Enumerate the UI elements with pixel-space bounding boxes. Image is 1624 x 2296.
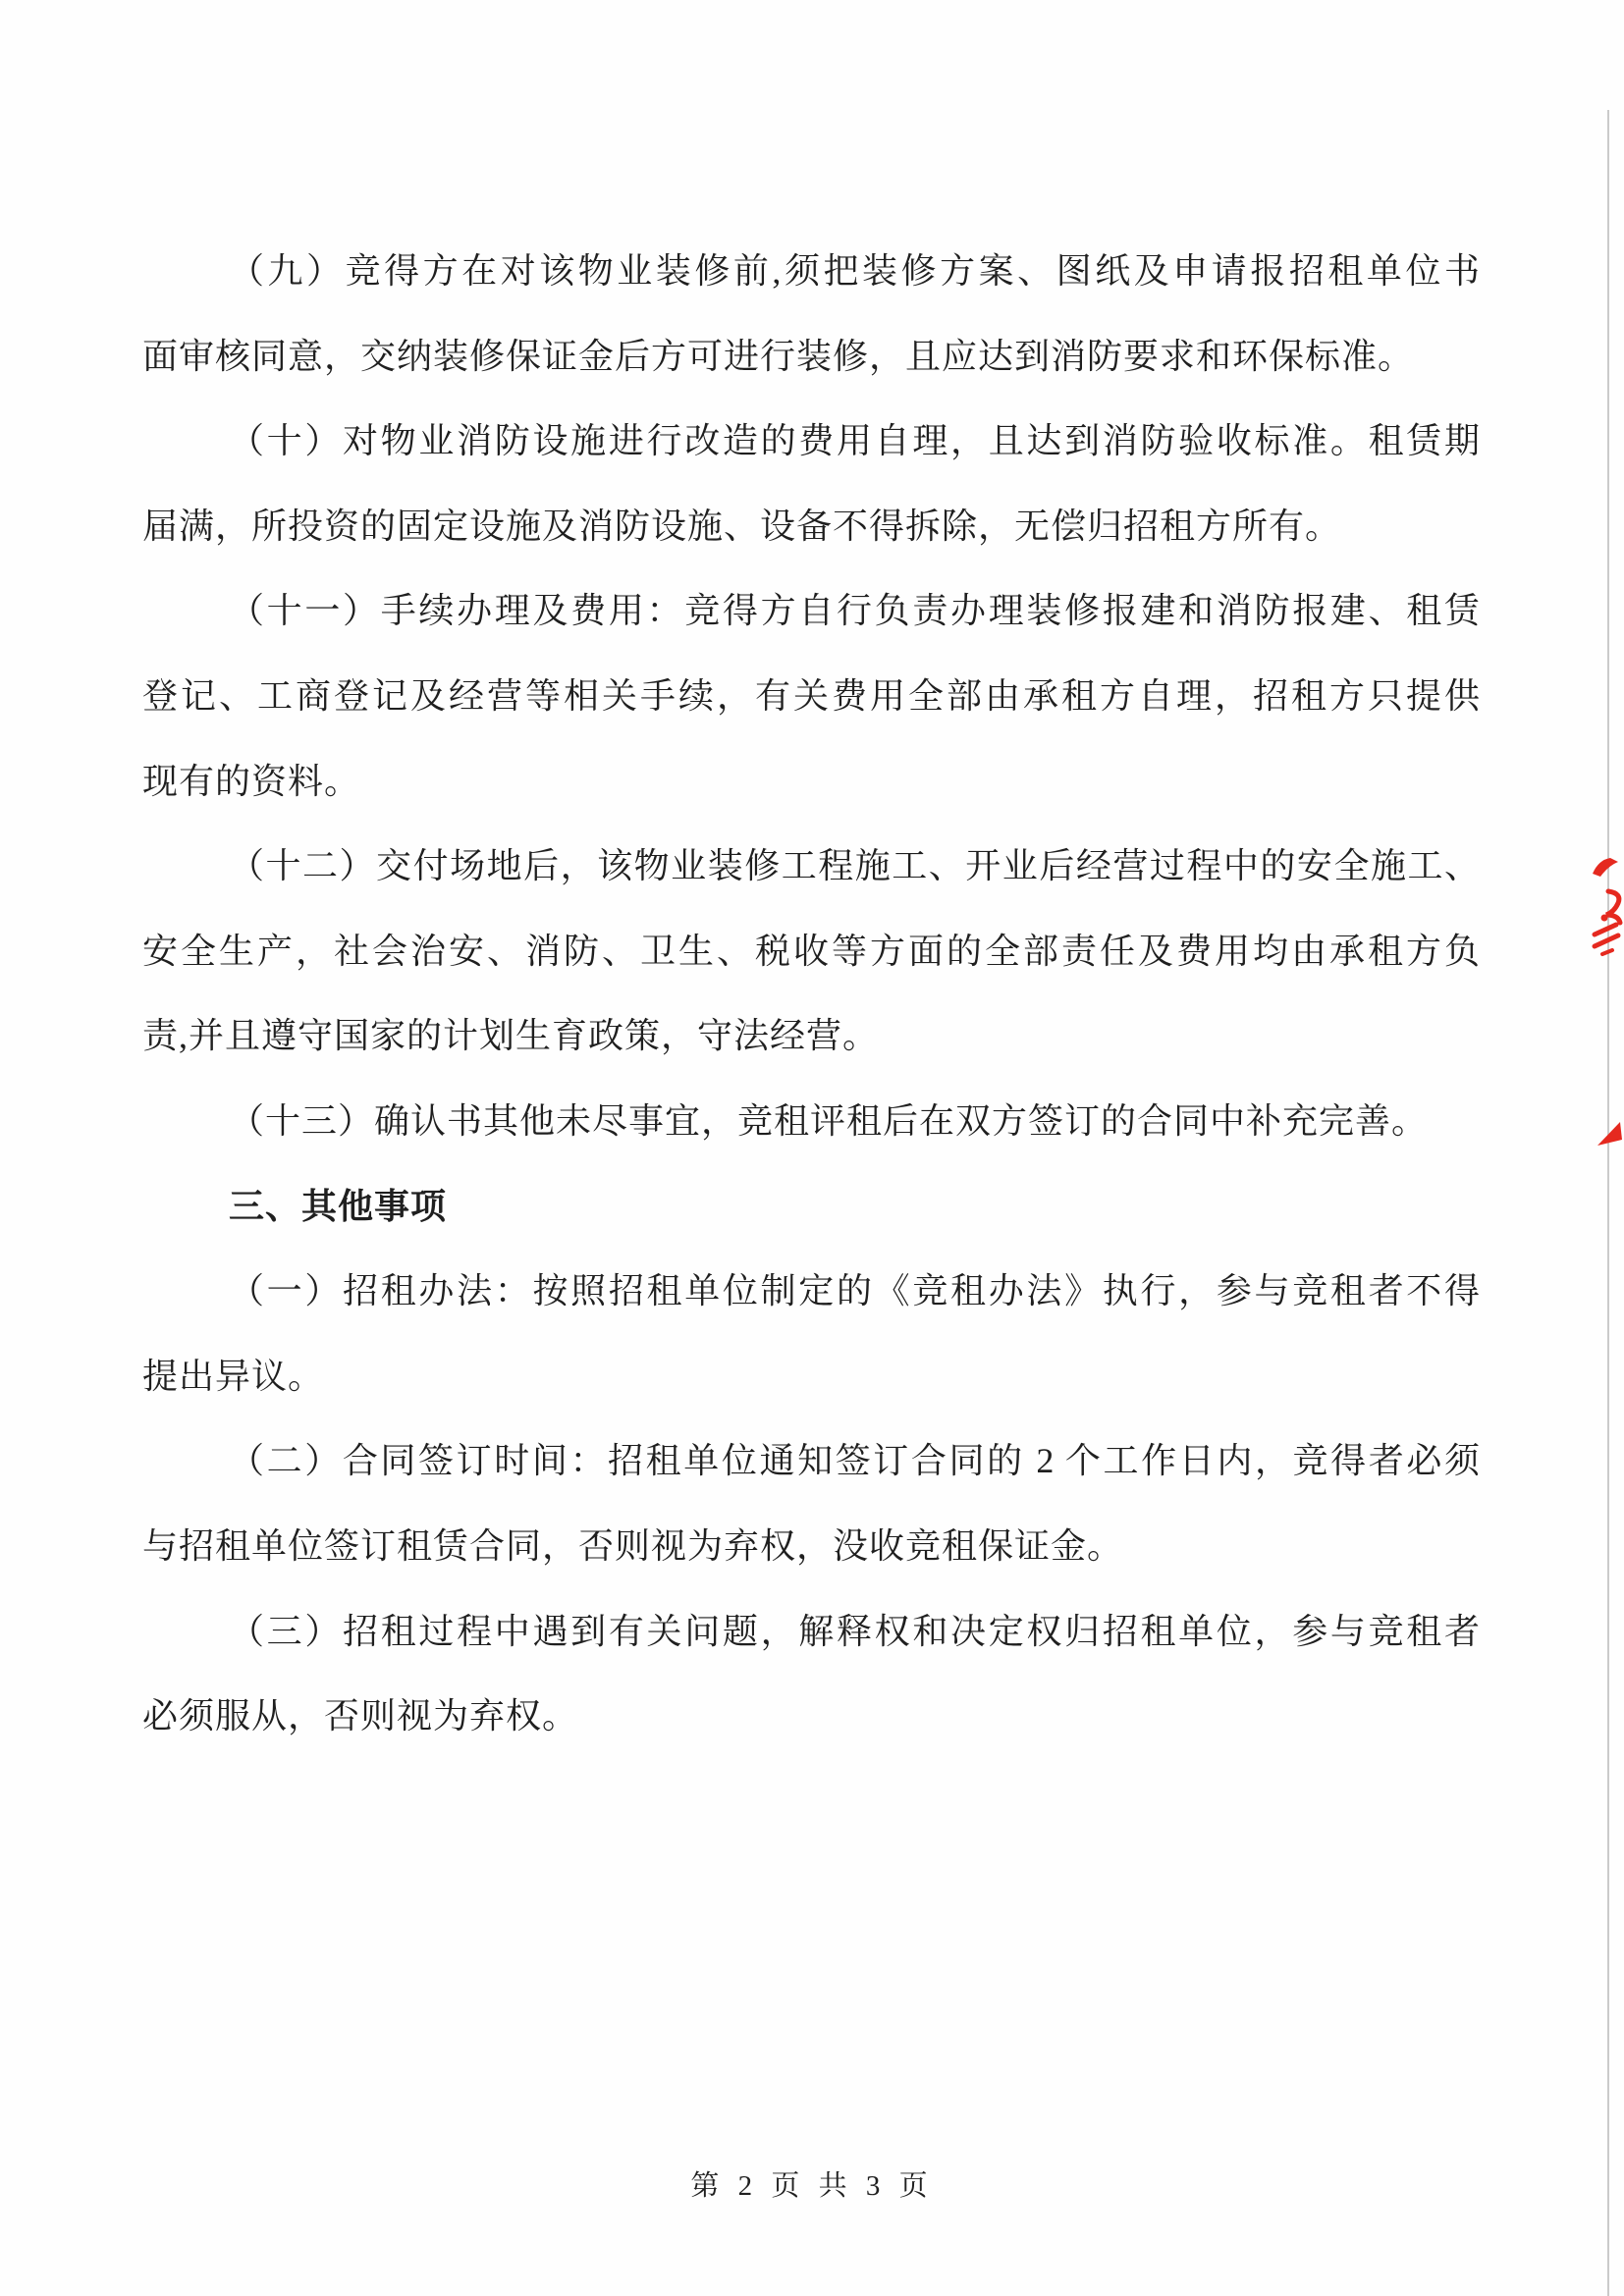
text-line: 责,并且遵守国家的计划生育政策，守法经营。 [142, 1016, 880, 1056]
stamp-fragment-squiggle-2 [1606, 891, 1620, 923]
text-line: 与招租单位签订租赁合同，否则视为弃权，没收竞租保证金。 [142, 1525, 1124, 1566]
text-line: 必须服从，否则视为弃权。 [142, 1696, 579, 1736]
text-line: （十一）手续办理及费用：竞得方自行负责办理装修报建和消防报建、租赁 [229, 591, 1480, 631]
stamp-fragment-triangle [1597, 1122, 1622, 1146]
text-line: （十）对物业消防设施进行改造的费用自理，且达到消防验收标准。租赁期 [229, 421, 1480, 461]
red-stamp-fragment [1565, 844, 1624, 1158]
text-line: （三）招租过程中遇到有关问题，解释权和决定权归招租单位，参与竞租者 [229, 1611, 1480, 1651]
text-content [142, 229, 1480, 1759]
section-heading: 三、其他事项 [229, 1186, 448, 1226]
scan-page-edge-line [1607, 110, 1609, 2296]
text-line: （一）招租办法：按照招租单位制定的《竞租办法》执行，参与竞租者不得 [229, 1271, 1480, 1311]
text-line: 提出异议。 [142, 1356, 325, 1396]
stamp-fragment-squiggle-1 [1593, 858, 1618, 877]
stamp-fragment-squiggle-3 [1595, 925, 1618, 954]
text-line: （十三）确认书其他未尽事宜，竞租评租后在双方签订的合同中补充完善。 [229, 1100, 1429, 1141]
page-number: 第 2 页 共 3 页 [690, 2170, 934, 2202]
text-line: 现有的资料。 [142, 761, 361, 801]
stamp-fragment-dot [1601, 915, 1608, 922]
text-line: （十二）交付场地后，该物业装修工程施工、开业后经营过程中的安全施工、 [229, 846, 1480, 886]
text-line: 安全生产，社会治安、消防、卫生、税收等方面的全部责任及费用均由承租方负 [142, 931, 1480, 971]
text-line: （二）合同签订时间：招租单位通知签订合同的 2 个工作日内，竞得者必须 [229, 1441, 1480, 1481]
text-line: （九）竞得方在对该物业装修前,须把装修方案、图纸及申请报招租单位书 [229, 251, 1480, 291]
text-line: 面审核同意，交纳装修保证金后方可进行装修，且应达到消防要求和环保标准。 [142, 336, 1415, 376]
text-line: 届满，所投资的固定设施及消防设施、设备不得拆除，无偿归招租方所有。 [142, 506, 1342, 546]
text-line: 登记、工商登记及经营等相关手续，有关费用全部由承租方自理，招租方只提供 [142, 675, 1480, 716]
